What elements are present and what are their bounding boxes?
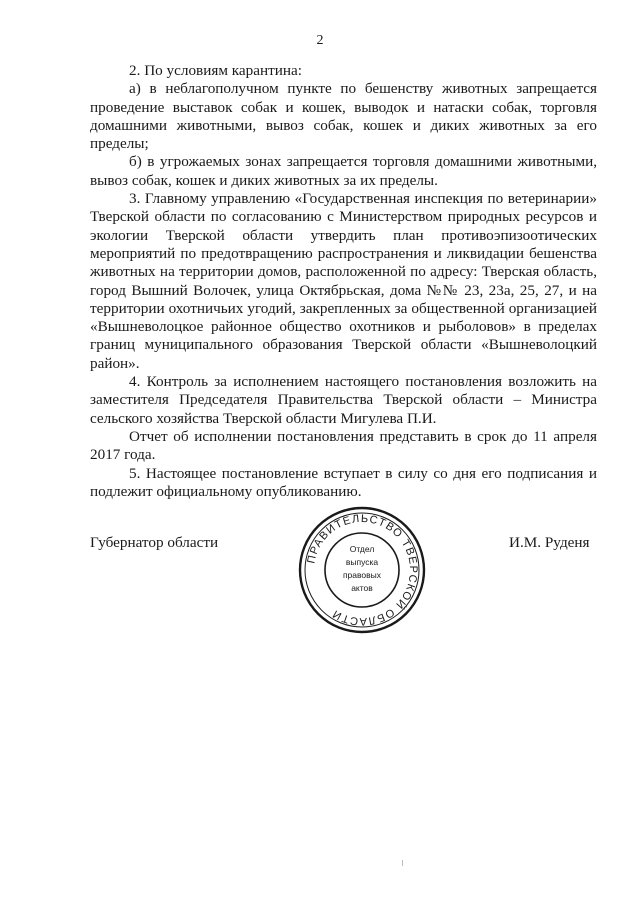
stamp-seal <box>297 505 427 635</box>
paragraph-quarantine-conditions: 2. По условиям карантина: <box>129 62 302 79</box>
paragraph-clause-5: 5. Настоящее постановление вступает в силу со дня его подписания и подлежит официальному опубликованию. <box>90 464 597 500</box>
signatory-title: Губернатор области <box>90 534 219 551</box>
paragraph-clause-3: 3. Главному управлению «Государственная инспекция по ветеринарии» Тверской области по согласованию с Министерством природных ресурсов и экологии Тверской области утвердить план противоэпизоотических мероприятий по предотвращению распространения и ликвидации бешенства животных на территории домов, расположенной по адресу: Тверская область, город Вышний Волочек, улица Октябрьская, дома №№ 23, 23а, 25, 27, и на территории охотничьих угодий, закрепленных за общественной организацией «Вышневолоцкое районное общество охотников и рыболовов» в пределах границ муниципального образования Тверской области «Вышневолоцкий район». <box>90 190 597 372</box>
stamp-center-line: актов <box>351 583 373 593</box>
stamp-center-line: правовых <box>342 570 382 580</box>
official-stamp <box>297 505 427 635</box>
paragraph-item-a: а) в неблагополучном пункте по бешенству животных запрещается проведение выставок собак и кошек, выводок и натаски собак, торговля домашними животными, вывоз собак, кошек и диких животных за его пределы; <box>90 80 597 153</box>
stamp-center-line: выпуска <box>345 557 379 567</box>
paragraph-report-deadline: Отчет об исполнении постановления представить в срок до 11 апреля 2017 года. <box>90 427 597 464</box>
scan-mark <box>402 860 403 866</box>
stamp-ring-text: ПРАВИТЕЛЬСТВО ТВЕРСКОЙ ОБЛАСТИ <box>305 512 420 628</box>
stamp-center-line: Отдел <box>349 544 375 554</box>
paragraph-item-b: б) в угрожаемых зонах запрещается торговля домашними животными, вывоз собак, кошек и диких животных за их пределы. <box>90 153 597 189</box>
signatory-name: И.М. Руденя <box>509 534 590 551</box>
page-number: 2 <box>316 33 324 48</box>
paragraph-clause-4: 4. Контроль за исполнением настоящего постановления возложить на заместителя Председателя Правительства Тверской области – Министра сельского хозяйства Тверской области Мигулева П.И. <box>90 373 597 427</box>
document-body <box>90 62 597 501</box>
